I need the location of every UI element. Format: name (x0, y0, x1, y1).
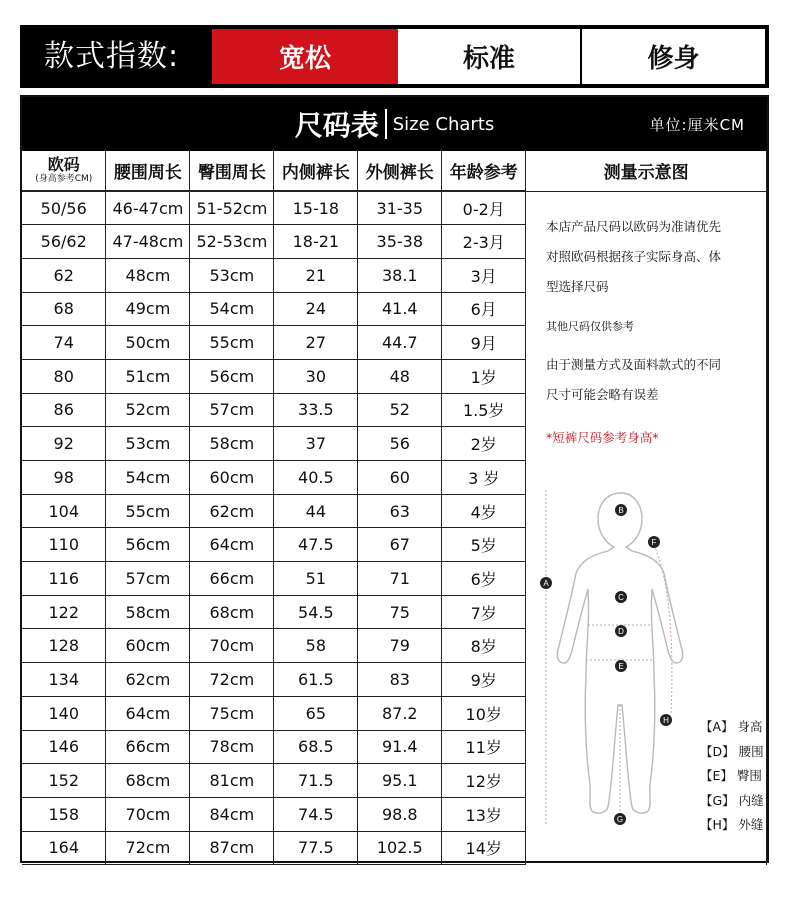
table-cell: 74 (22, 326, 106, 360)
marker-g-label: G (616, 815, 624, 824)
table-cell: 61.5 (274, 663, 358, 697)
table-cell: 67 (358, 528, 442, 562)
marker-c (615, 591, 627, 603)
table-cell: 33.5 (274, 393, 358, 427)
legend-height: 【A】 身高 (700, 719, 763, 734)
legend-outseam: 【H】 外缝 (700, 817, 764, 832)
table-cell: 10岁 (442, 696, 526, 730)
col-header-outseam: 外侧裤长 (358, 151, 442, 191)
table-cell: 83 (358, 663, 442, 697)
legend-waist: 【D】 腰围 (700, 743, 764, 759)
table-cell: 87.2 (358, 696, 442, 730)
marker-f-label: F (651, 538, 657, 547)
marker-a (540, 577, 552, 589)
table-cell: 49cm (106, 292, 190, 326)
table-cell: 79 (358, 629, 442, 663)
table-cell: 158 (22, 797, 106, 831)
table-cell: 41.4 (358, 292, 442, 326)
legend-inseam: 【G】 内缝 (700, 792, 764, 808)
table-cell: 68cm (190, 595, 274, 629)
table-cell: 75cm (190, 696, 274, 730)
table-cell: 56 (358, 427, 442, 461)
table-cell: 57cm (190, 393, 274, 427)
table-cell: 63 (358, 494, 442, 528)
table-cell: 46-47cm (106, 191, 190, 225)
table-cell: 2岁 (442, 427, 526, 461)
fit-index-label: 款式指数: (24, 29, 212, 84)
table-cell: 64cm (190, 528, 274, 562)
table-cell: 72cm (106, 831, 190, 865)
table-cell: 40.5 (274, 461, 358, 495)
col-header-age: 年龄参考 (442, 151, 526, 191)
table-cell: 152 (22, 764, 106, 798)
col-header-eu-size-note: (身高参考CM) (35, 174, 93, 184)
table-cell: 164 (22, 831, 106, 865)
table-cell: 65 (274, 696, 358, 730)
marker-d (615, 625, 627, 637)
table-cell: 27 (274, 326, 358, 360)
size-chart-header (22, 97, 767, 151)
note-line-5: 由于测量方式及面料款式的不同 (546, 357, 722, 372)
table-cell: 102.5 (358, 831, 442, 865)
table-cell: 12岁 (442, 764, 526, 798)
table-cell: 44.7 (358, 326, 442, 360)
note-line-6: 尺寸可能会略有误差 (546, 387, 659, 402)
col-header-diagram: 测量示意图 (526, 151, 767, 191)
table-cell: 62cm (190, 494, 274, 528)
table-cell: 66cm (190, 562, 274, 596)
table-cell: 7岁 (442, 595, 526, 629)
marker-b (615, 504, 627, 516)
marker-h (660, 714, 672, 726)
table-cell: 9月 (442, 326, 526, 360)
fit-option-standard: 标准 (398, 29, 582, 84)
table-cell: 47-48cm (106, 225, 190, 259)
table-cell: 62 (22, 258, 106, 292)
fit-option-loose: 宽松 (212, 29, 398, 84)
table-cell: 51-52cm (190, 191, 274, 225)
col-header-eu-size-label: 欧码 (47, 155, 80, 174)
table-cell: 92 (22, 427, 106, 461)
table-cell: 51cm (106, 359, 190, 393)
marker-b-label: B (618, 506, 624, 515)
table-cell: 71 (358, 562, 442, 596)
table-cell: 58cm (190, 427, 274, 461)
table-cell: 87cm (190, 831, 274, 865)
table-cell: 51 (274, 562, 358, 596)
table-cell: 44 (274, 494, 358, 528)
marker-c-label: C (618, 593, 624, 602)
table-cell: 98.8 (358, 797, 442, 831)
table-cell: 4岁 (442, 494, 526, 528)
marker-g (614, 813, 626, 825)
table-cell: 21 (274, 258, 358, 292)
table-cell: 54.5 (274, 595, 358, 629)
fit-option-slim: 修身 (647, 44, 700, 74)
table-cell: 18-21 (274, 225, 358, 259)
table-cell: 54cm (106, 461, 190, 495)
table-cell: 48 (358, 359, 442, 393)
table-cell: 68.5 (274, 730, 358, 764)
table-cell: 56cm (190, 359, 274, 393)
table-cell: 50cm (106, 326, 190, 360)
note-line-3: 型选择尺码 (546, 279, 609, 294)
table-cell: 11岁 (442, 730, 526, 764)
table-cell: 52cm (106, 393, 190, 427)
table-cell: 6岁 (442, 562, 526, 596)
table-cell: 38.1 (358, 258, 442, 292)
table-cell: 52 (358, 393, 442, 427)
table-cell: 9岁 (442, 663, 526, 697)
table-cell: 116 (22, 562, 106, 596)
table-cell: 48cm (106, 258, 190, 292)
table-cell: 68cm (106, 764, 190, 798)
body-measure-figure (536, 485, 686, 835)
table-cell: 62cm (106, 663, 190, 697)
marker-f (648, 536, 660, 548)
table-cell: 3 岁 (442, 461, 526, 495)
col-header-inseam: 内侧裤长 (274, 151, 358, 191)
table-cell: 70cm (190, 629, 274, 663)
table-cell: 60cm (106, 629, 190, 663)
title-separator (385, 109, 387, 139)
col-header-waist: 腰围周长 (106, 151, 190, 191)
table-cell: 52-53cm (190, 225, 274, 259)
size-chart-unit: 单位:厘米CM (649, 116, 745, 134)
table-cell: 35-38 (358, 225, 442, 259)
table-cell: 140 (22, 696, 106, 730)
table-cell: 57cm (106, 562, 190, 596)
table-cell: 74.5 (274, 797, 358, 831)
table-cell: 110 (22, 528, 106, 562)
legend-hip: 【E】 臀围 (700, 768, 762, 783)
table-cell: 5岁 (442, 528, 526, 562)
table-cell: 122 (22, 595, 106, 629)
table-cell: 2-3月 (442, 225, 526, 259)
table-cell: 56cm (106, 528, 190, 562)
table-cell: 134 (22, 663, 106, 697)
table-cell: 8岁 (442, 629, 526, 663)
table-cell: 60cm (190, 461, 274, 495)
table-cell: 0-2月 (442, 191, 526, 225)
table-cell: 91.4 (358, 730, 442, 764)
table-cell: 78cm (190, 730, 274, 764)
table-cell: 1.5岁 (442, 393, 526, 427)
note-line-4: 其他尺码仅供参考 (546, 320, 634, 333)
size-chart-subtitle: Size Charts (392, 113, 495, 135)
col-header-hip: 臀围周长 (190, 151, 274, 191)
table-cell: 95.1 (358, 764, 442, 798)
table-cell: 70cm (106, 797, 190, 831)
table-cell: 30 (274, 359, 358, 393)
table-cell: 128 (22, 629, 106, 663)
table-cell: 6月 (442, 292, 526, 326)
table-cell: 84cm (190, 797, 274, 831)
table-cell: 80 (22, 359, 106, 393)
table-cell: 15-18 (274, 191, 358, 225)
table-cell: 31-35 (358, 191, 442, 225)
marker-h-label: H (663, 716, 669, 725)
table-cell: 58 (274, 629, 358, 663)
table-cell: 60 (358, 461, 442, 495)
table-cell: 146 (22, 730, 106, 764)
marker-e (615, 660, 627, 672)
fit-index-bar (20, 25, 769, 88)
table-cell: 66cm (106, 730, 190, 764)
table-cell: 58cm (106, 595, 190, 629)
table-cell: 104 (22, 494, 106, 528)
table-cell: 53cm (190, 258, 274, 292)
fit-index-inner (24, 29, 765, 84)
measure-panel (530, 190, 765, 862)
measure-legend (700, 715, 764, 838)
table-cell: 98 (22, 461, 106, 495)
marker-a-label: A (543, 579, 549, 588)
table-cell: 54cm (190, 292, 274, 326)
table-cell: 37 (274, 427, 358, 461)
note-line-1: 本店产品尺码以欧码为准请优先 (546, 219, 722, 234)
table-cell: 50/56 (22, 191, 106, 225)
table-cell: 1岁 (442, 359, 526, 393)
table-cell: 13岁 (442, 797, 526, 831)
table-cell: 14岁 (442, 831, 526, 865)
table-cell: 55cm (190, 326, 274, 360)
table-cell: 71.5 (274, 764, 358, 798)
table-cell: 47.5 (274, 528, 358, 562)
table-cell: 81cm (190, 764, 274, 798)
note-shorts-height: *短裤尺码参考身高* (546, 430, 659, 445)
table-cell: 72cm (190, 663, 274, 697)
table-cell: 75 (358, 595, 442, 629)
table-cell: 24 (274, 292, 358, 326)
table-cell: 56/62 (22, 225, 106, 259)
table-cell: 68 (22, 292, 106, 326)
note-line-2: 对照欧码根据孩子实际身高、体 (546, 249, 722, 264)
table-cell: 77.5 (274, 831, 358, 865)
table-cell: 55cm (106, 494, 190, 528)
marker-e-label: E (618, 662, 624, 671)
table-cell: 53cm (106, 427, 190, 461)
marker-d-label: D (618, 627, 624, 636)
table-header-row (22, 151, 767, 191)
col-header-eu-size (22, 151, 106, 191)
table-cell: 86 (22, 393, 106, 427)
table-cell: 64cm (106, 696, 190, 730)
size-chart-title: 尺码表 (294, 109, 379, 142)
table-cell: 3月 (442, 258, 526, 292)
